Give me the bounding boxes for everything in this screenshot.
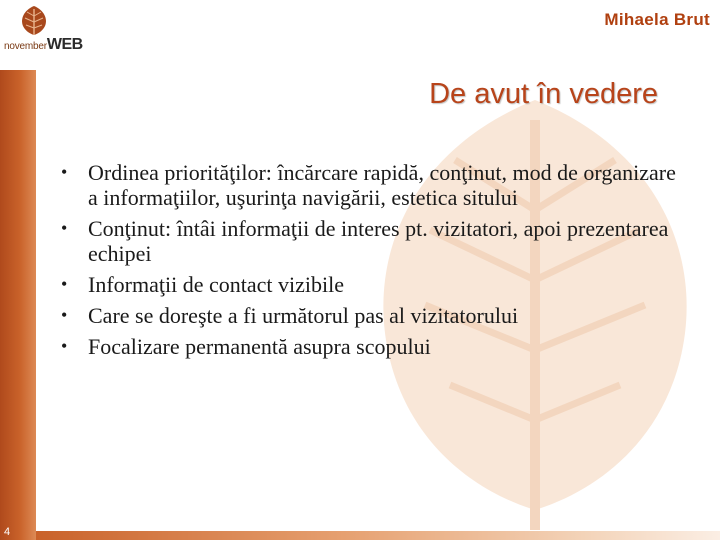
slide-title: De avut în vedere xyxy=(429,78,658,110)
author-name: Mihaela Brut xyxy=(604,10,710,29)
bullet-item: • Informaţii de contact vizibile xyxy=(88,272,688,297)
bullet-item: • Conţinut: întâi informaţii de interes pt. vizitatori, apoi prezentarea echipei xyxy=(88,216,688,266)
logo-text-big: WEB xyxy=(46,36,83,53)
leaf-logo-icon xyxy=(18,4,50,36)
logo-text-small: november xyxy=(4,41,47,52)
bullet-list xyxy=(88,160,688,365)
bottom-accent-bar xyxy=(36,531,720,540)
bullet-item: • Care se doreşte a fi următorul pas al vizitatorului xyxy=(88,303,688,328)
logo xyxy=(4,4,96,54)
slide-number: 4 xyxy=(4,526,11,538)
logo-wordmark xyxy=(4,36,83,54)
bullet-item: • Focalizare permanentă asupra scopului xyxy=(88,334,688,359)
bullet-item: • Ordinea priorităţilor: încărcare rapidă, conţinut, mod de organizare a informaţiilor, uşurinţa navigării, estetica sitului xyxy=(88,160,688,210)
left-accent-bar xyxy=(0,70,36,540)
